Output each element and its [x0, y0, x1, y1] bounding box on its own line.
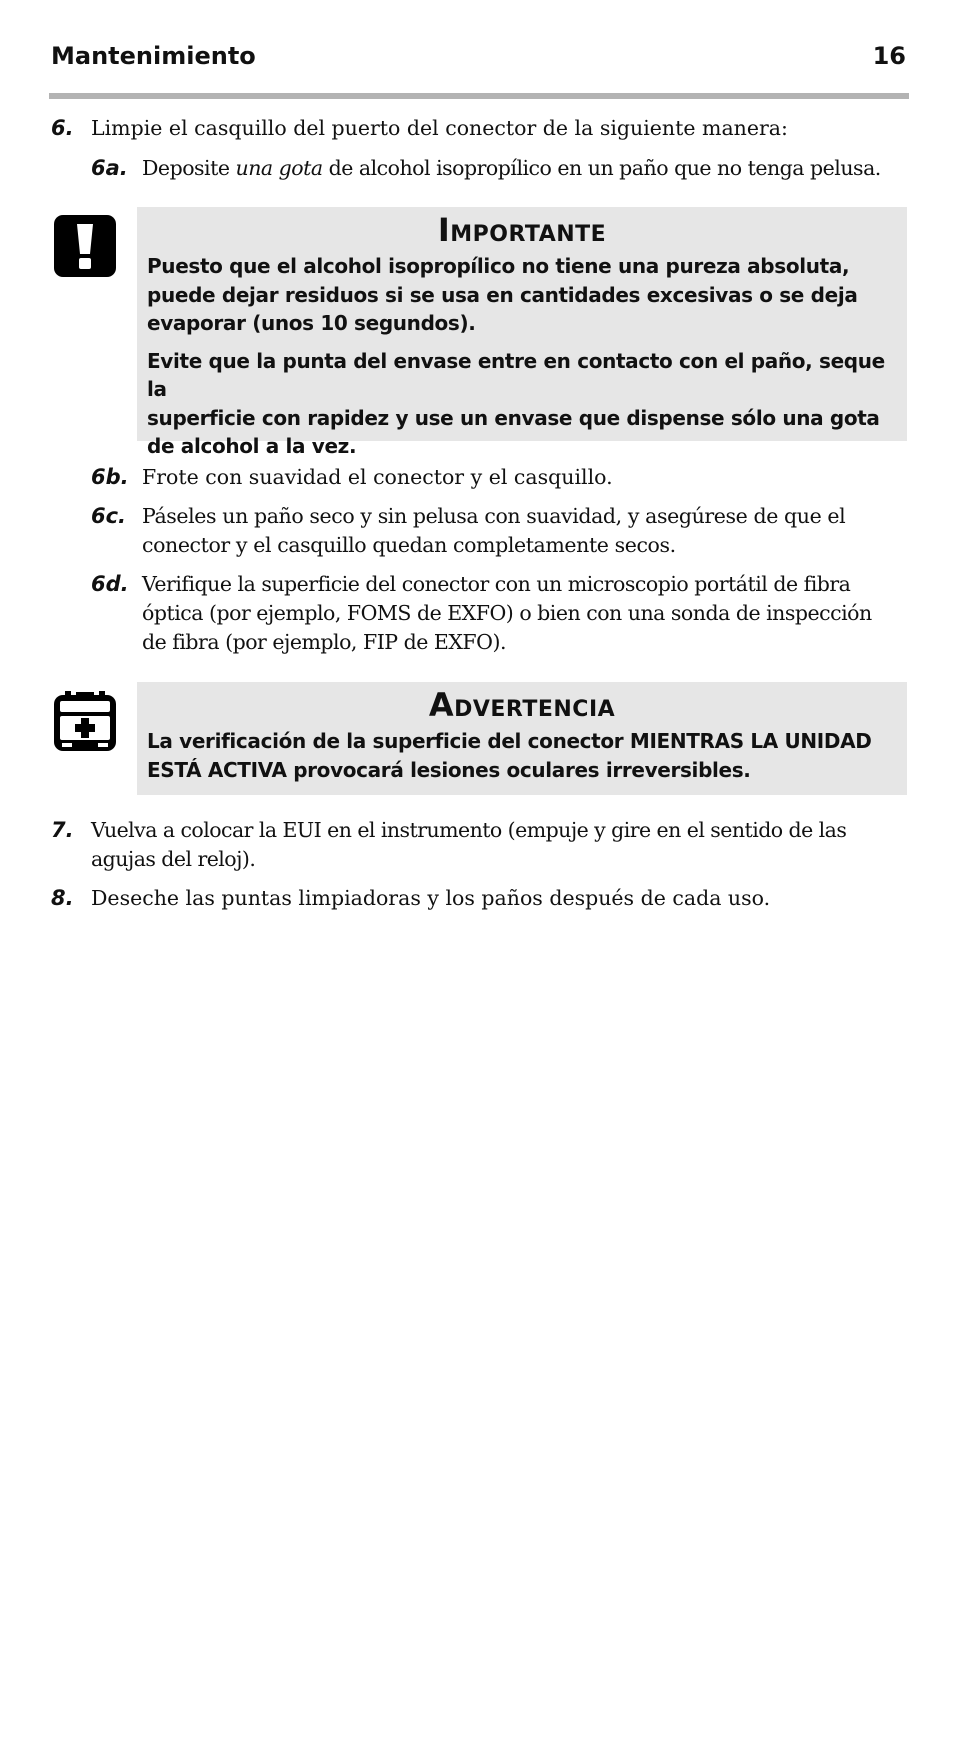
callout-line: La verificación de la superficie del conector MIENTRAS LA UNIDAD — [147, 729, 872, 753]
section-title: Mantenimiento — [51, 42, 256, 70]
step-number: 6b. — [91, 465, 129, 489]
warning-callout — [137, 682, 907, 795]
callout-line: Puesto que el alcohol isopropílico no tiene una pureza absoluta, — [147, 254, 850, 278]
step-line: Páseles un paño seco y sin pelusa con suavidad, y asegúrese de que el — [142, 504, 846, 528]
step-line: agujas del reloj). — [91, 847, 256, 871]
step-text — [142, 502, 845, 560]
step-number: 8. — [51, 886, 74, 910]
step-number: 6c. — [91, 504, 127, 528]
important-title: Importante — [437, 211, 607, 249]
step-text — [142, 154, 881, 183]
important-callout — [137, 207, 907, 458]
step-number: 6. — [51, 116, 74, 140]
warning-text — [147, 727, 899, 784]
exclamation-icon — [53, 214, 117, 278]
important-paragraph-2 — [147, 347, 899, 461]
step-text: Limpie el casquillo del puerto del conector de la siguiente manera: — [91, 116, 788, 140]
warning-title: Advertencia — [428, 686, 616, 724]
step-text — [91, 816, 846, 874]
header-rule — [49, 93, 909, 99]
step-text-pre: Deposite — [142, 156, 236, 180]
step-line: conector y el casquillo quedan completamente secos. — [142, 533, 676, 557]
callout-line: puede dejar residuos si se usa en cantidades excesivas o se deja — [147, 282, 858, 307]
step-text-emphasis: una gota — [235, 156, 323, 180]
step-number: 6d. — [91, 572, 129, 596]
callout-line: ESTÁ ACTIVA provocará lesiones oculares irreversibles. — [147, 757, 751, 782]
step-text: Deseche las puntas limpiadoras y los paños después de cada uso. — [91, 886, 771, 910]
step-line: Vuelva a colocar la EUI en el instrumento (empuje y gire en el sentido de las — [91, 818, 847, 842]
step-number: 7. — [51, 818, 74, 842]
step-line: Verifique la superficie del conector con un microscopio portátil de fibra — [142, 572, 851, 596]
ambulance-icon — [53, 690, 117, 754]
step-number: 6a. — [91, 156, 128, 180]
step-text — [142, 570, 872, 657]
step-text-post: de alcohol isopropílico en un paño que no tenga pelusa. — [322, 156, 881, 180]
callout-line: de alcohol a la vez. — [147, 434, 357, 458]
callout-line: Evite que la punta del envase entre en contacto con el paño, seque la — [147, 348, 885, 401]
step-text: Frote con suavidad el conector y el casquillo. — [142, 465, 613, 489]
page-number: 16 — [872, 42, 906, 70]
running-header — [51, 42, 906, 70]
callout-line: evaporar (unos 10 segundos). — [147, 311, 476, 335]
step-line: de fibra (por ejemplo, FIP de EXFO). — [142, 630, 506, 654]
step-line: óptica (por ejemplo, FOMS de EXFO) o bien con una sonda de inspección — [142, 601, 872, 625]
important-paragraph-1 — [147, 252, 899, 338]
callout-line: superficie con rapidez y use un envase que dispense sólo una gota — [147, 405, 880, 430]
